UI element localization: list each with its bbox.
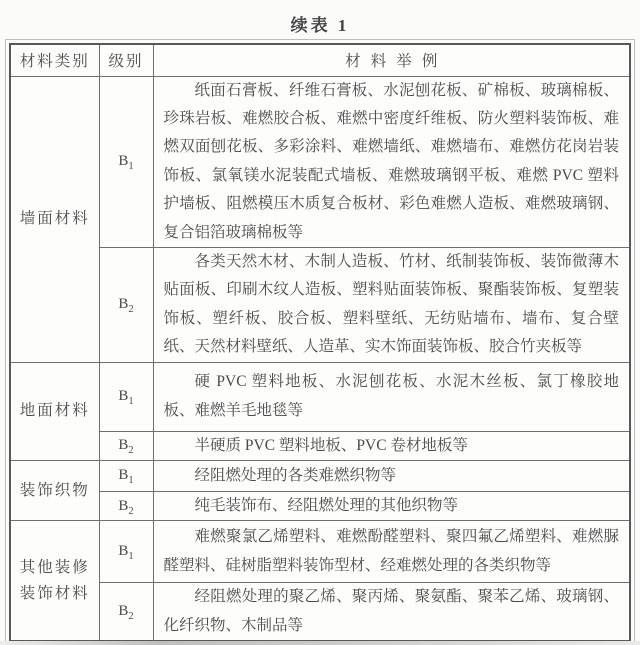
examples-text: 纯毛装饰布、经阻燃处理的其他织物等 (194, 496, 459, 514)
level-cell (99, 491, 153, 520)
level-label: $B_1$ (118, 153, 134, 173)
header-level: 级别 (99, 44, 153, 76)
examples-cell (153, 583, 630, 641)
examples-cell (153, 76, 630, 247)
examples-cell (153, 491, 630, 520)
examples-text: 纸面石膏板、纤维石膏板、水泥刨花板、矿棉板、玻璃棉板、珍珠岩板、难燃胶合板、难燃中密度纤维板、防火塑料装饰板、难燃双面刨花板、多彩涂料、难燃墙纸、难燃墙布、难燃仿花岗岩装饰板、氯氧镁水泥装配式墙板、难燃玻璃钢平板、难燃 PVC 塑料护墙板、阻燃模压木质复合板材、彩色难燃人造板、难燃玻璃钢、复合铝箔玻璃棉板等 (163, 81, 619, 241)
level-cell (99, 76, 153, 247)
examples-cell (153, 431, 630, 460)
page-title: 续表 1 (290, 16, 350, 35)
examples-text: 经阻燃处理的各类难燃织物等 (194, 466, 397, 484)
examples-text: 经阻燃处理的聚乙烯、聚丙烯、聚氨酯、聚苯乙烯、玻璃钢、化纤织物、木制品等 (163, 588, 619, 634)
level-label: $B_2$ (118, 497, 134, 517)
table-row (10, 583, 630, 641)
level-cell (99, 460, 153, 491)
examples-cell (153, 362, 630, 431)
level-cell (99, 431, 153, 460)
category-cell-floor: 地面材料 (10, 362, 99, 460)
level-cell (99, 362, 153, 431)
category-cell-wall: 墙面材料 (10, 76, 99, 362)
table-header-row (10, 44, 630, 76)
table-row (10, 491, 630, 520)
category-cell-other: 其他装修装饰材料 (10, 521, 99, 641)
table-row (10, 76, 630, 247)
page-edge-shadow (0, 641, 640, 645)
examples-text: 各类天然木材、木制人造板、竹材、纸制装饰板、装饰微薄木贴面板、印刷木纹人造板、塑料贴面装饰板、聚酯装饰板、复塑装饰板、塑纤板、胶合板、塑料壁纸、无纺贴墙布、墙布、复合壁纸、天然材料壁纸、人造革、实木饰面装饰板、胶合竹夹板等 (163, 252, 619, 356)
examples-text: 硬 PVC 塑料地板、水泥刨花板、水泥木丝板、氯丁橡胶地板、难燃羊毛地毯等 (163, 373, 619, 419)
header-category: 材料类别 (10, 44, 99, 76)
table-row (10, 521, 630, 583)
examples-cell (153, 460, 630, 491)
materials-table (9, 43, 631, 642)
level-cell (99, 247, 153, 362)
level-label: $B_2$ (118, 296, 134, 316)
examples-text: 难燃聚氯乙烯塑料、难燃酚醛塑料、聚四氟乙烯塑料、难燃脲醛塑料、硅树脂塑料装饰型材、经难燃处理的各类织物等 (163, 528, 619, 574)
level-label: $B_1$ (118, 388, 134, 408)
level-label: $B_2$ (118, 437, 134, 457)
examples-cell (153, 521, 630, 583)
table-row (10, 247, 630, 362)
table-row (10, 460, 630, 491)
examples-cell (153, 247, 630, 362)
table-row (10, 362, 630, 431)
header-examples: 材料举例 (153, 44, 630, 76)
level-cell (99, 583, 153, 641)
level-label: $B_1$ (118, 467, 134, 487)
category-cell-fabric: 装饰织物 (10, 460, 99, 520)
level-label: $B_1$ (118, 543, 134, 563)
table-row (10, 431, 630, 460)
level-cell (99, 521, 153, 583)
level-label: $B_2$ (118, 603, 134, 623)
examples-text: 半硬质 PVC 塑料地板、PVC 卷材地板等 (194, 436, 468, 454)
